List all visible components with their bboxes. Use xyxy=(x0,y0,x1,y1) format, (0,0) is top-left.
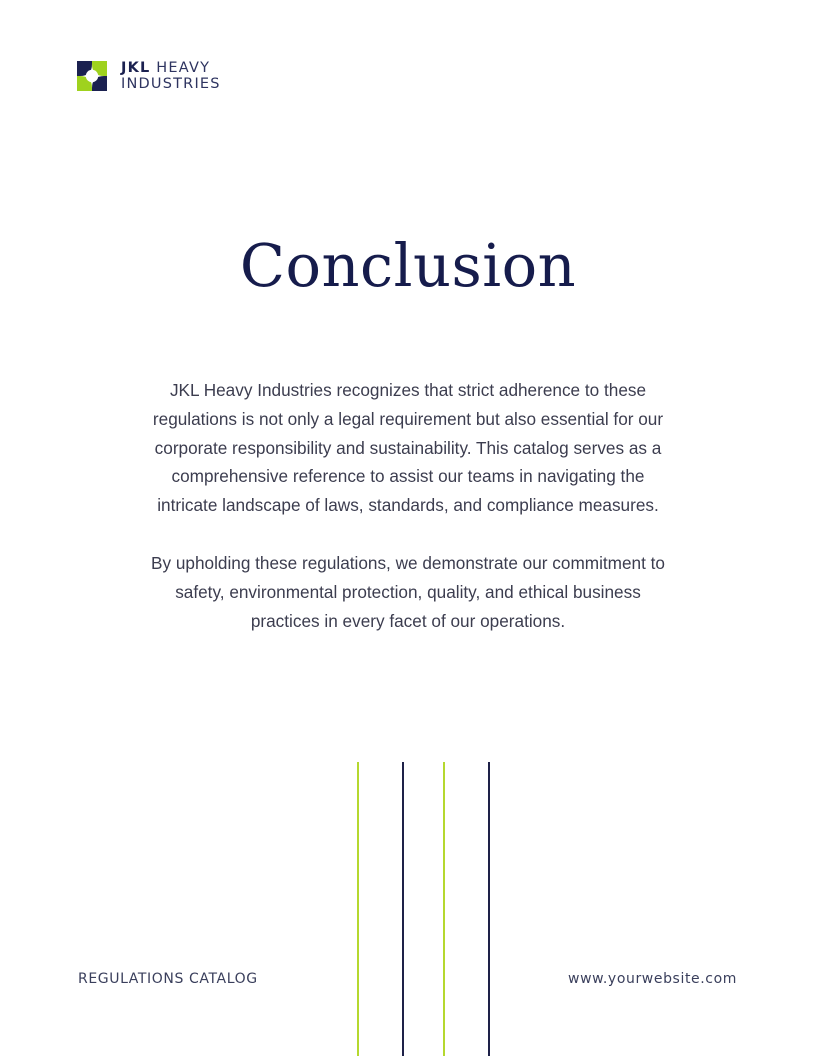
footer-website-link[interactable]: www.yourwebsite.com xyxy=(568,971,737,987)
brand-bold: JKL xyxy=(121,60,151,76)
footer-catalog-label: REGULATIONS CATALOG xyxy=(78,971,258,987)
company-logo xyxy=(77,60,221,92)
paragraph-line: intricate landscape of laws, standards, and compliance measures. xyxy=(157,495,659,516)
page-title: Conclusion xyxy=(239,231,577,300)
paragraph-line: corporate responsibility and sustainability. This catalog serves as a xyxy=(154,437,662,458)
decorative-line-navy-2 xyxy=(488,762,490,1056)
paragraph-line: practices in every facet of our operations. xyxy=(250,610,566,631)
decorative-line-navy-1 xyxy=(402,762,404,1056)
conclusion-paragraph-1 xyxy=(0,376,816,520)
paragraph-line: safety, environmental protection, quality, and ethical business xyxy=(175,581,641,602)
brand-rest: HEAVY xyxy=(150,60,211,76)
brand-name xyxy=(121,60,221,92)
paragraph-line: JKL Heavy Industries recognizes that strict adherence to these xyxy=(169,380,647,400)
paragraph-line: comprehensive reference to assist our teams in navigating the xyxy=(171,466,645,487)
brand-line2: INDUSTRIES xyxy=(121,76,221,92)
paragraph-line: By upholding these regulations, we demonstrate our commitment to xyxy=(151,553,665,573)
quad-petal-logo-icon xyxy=(77,61,107,91)
paragraph-line: regulations is not only a legal requirement but also essential for our xyxy=(152,408,664,429)
decorative-line-lime-1 xyxy=(357,762,359,1056)
conclusion-paragraph-2 xyxy=(0,549,816,635)
decorative-line-lime-2 xyxy=(443,762,445,1056)
